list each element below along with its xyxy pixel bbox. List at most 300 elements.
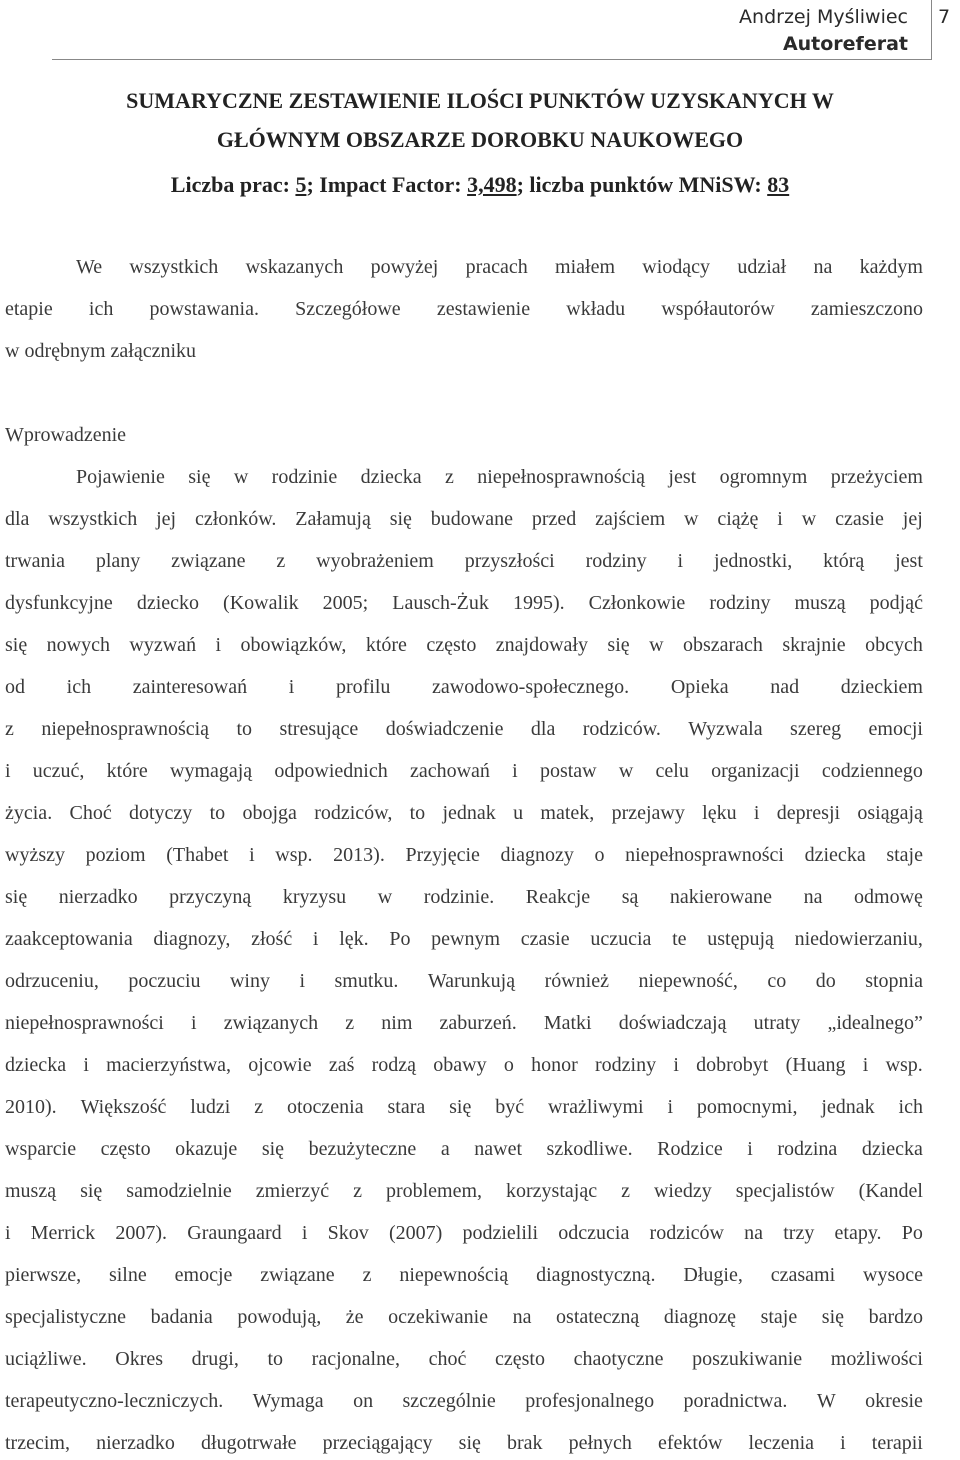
word: Matki [543, 1012, 592, 1034]
word: bardzo [868, 1306, 923, 1328]
word: rodzinie [271, 466, 338, 488]
word: pomocnymi, [696, 1096, 798, 1118]
word: Członkowie [588, 592, 686, 614]
word: się [188, 466, 211, 488]
word: Graungaard [187, 1222, 282, 1244]
word: dziecka [861, 1138, 923, 1160]
word: na [803, 886, 823, 908]
word: drugi, [191, 1348, 239, 1370]
word: dotyczy [129, 802, 193, 824]
word: podjąć [869, 592, 923, 614]
word: Choć [69, 802, 112, 824]
word: to [267, 1348, 284, 1370]
word: i [288, 676, 295, 698]
text-line: w odrębnym załączniku [5, 340, 197, 362]
word: członków. [194, 508, 277, 530]
word: wyzwań [129, 634, 197, 656]
word: współautorów [661, 298, 775, 320]
word: rodziców, [314, 802, 393, 824]
word: od [5, 676, 25, 698]
text-line [5, 841, 923, 869]
word: celu [655, 760, 689, 782]
word: złość [251, 928, 293, 950]
word: etapie [5, 298, 53, 320]
word: z [362, 1264, 372, 1286]
stats-label-pts: ; liczba punktów MNiSW: [516, 172, 768, 197]
word: szereg [790, 718, 842, 740]
word: zajściem [595, 508, 666, 530]
word: i [840, 1432, 846, 1454]
word: a [440, 1138, 450, 1160]
word: do [815, 970, 836, 992]
word: efektów [658, 1432, 723, 1454]
word: i [299, 970, 306, 992]
word: odczucia [558, 1222, 630, 1244]
word: długotrwałe [201, 1432, 297, 1454]
word: badania [150, 1306, 213, 1328]
word: „idealnego” [827, 1012, 923, 1034]
word: 2005; [322, 592, 369, 614]
word: profilu [335, 676, 391, 698]
word: o [594, 844, 605, 866]
word: staje [886, 844, 923, 866]
word: z [276, 550, 286, 572]
word: Załamują [295, 508, 371, 530]
word: nim [381, 1012, 413, 1034]
word: emocje [174, 1264, 233, 1286]
word: ciążę [717, 508, 759, 530]
word: i [667, 1096, 674, 1118]
word: zestawienie [436, 298, 531, 320]
word: i [249, 844, 255, 866]
word: dzieckiem [840, 676, 923, 698]
word: stresujące [279, 718, 359, 740]
word: dziecka [5, 1054, 67, 1076]
word: rodzina [777, 1138, 838, 1160]
word: często [494, 1348, 545, 1370]
word: czasie [835, 508, 884, 530]
stats-label-if: ; Impact Factor: [306, 172, 468, 197]
word: ogromnym [719, 466, 808, 488]
word: wskazanych [245, 256, 344, 278]
word: się [5, 886, 28, 908]
word: ludzi [190, 1096, 231, 1118]
word: wsparcie [5, 1138, 77, 1160]
word: powyżej [370, 256, 439, 278]
word: u [513, 802, 524, 824]
word: obszarach [682, 634, 763, 656]
word: nakierowane [669, 886, 773, 908]
summary-title-line-2: GŁÓWNYM OBSZARZE DOROBKU NAUKOWEGO [216, 127, 744, 152]
word: zachowań [409, 760, 490, 782]
word: i [312, 928, 319, 950]
word: bezużyteczne [308, 1138, 417, 1160]
word: uciążliwe. [5, 1348, 87, 1370]
word: Reakcje [525, 886, 591, 908]
word: i [512, 760, 518, 782]
word: na [744, 1222, 764, 1244]
word: poszukiwanie [692, 1348, 803, 1370]
word: problemem, [385, 1180, 483, 1202]
word: smutku. [334, 970, 399, 992]
word: obcych [865, 634, 923, 656]
word: racjonalne, [311, 1348, 400, 1370]
section-heading: Wprowadzenie [5, 424, 127, 446]
word: którą [823, 550, 865, 572]
word: wyższy [5, 844, 65, 866]
word: macierzyństwa, [106, 1054, 232, 1076]
word: wkładu [566, 298, 626, 320]
word: doświadczają [618, 1012, 727, 1034]
word: diagnostyczną. [536, 1264, 656, 1286]
word: uczucia [590, 928, 652, 950]
word: choć [428, 1348, 467, 1370]
word: zaakceptowania [5, 928, 133, 950]
word: to [409, 802, 426, 824]
word: i [5, 1222, 11, 1244]
word: uczuć, [32, 760, 85, 782]
word: wiodący [642, 256, 711, 278]
text-line [76, 463, 923, 491]
word: szczególnie [402, 1390, 496, 1412]
word: często [100, 1138, 151, 1160]
word: 2007). [115, 1222, 168, 1244]
word: skrajnie [782, 634, 846, 656]
word: przeciągający [322, 1432, 433, 1454]
word: osiągają [857, 802, 923, 824]
text-line [5, 1345, 923, 1373]
page-number-divider [931, 0, 932, 60]
word: poziom [85, 844, 146, 866]
word: Przyjęcie [405, 844, 480, 866]
word: We [76, 256, 103, 278]
word: terapii [871, 1432, 923, 1454]
word: Wymaga [252, 1390, 324, 1412]
word: się [607, 634, 630, 656]
header-doc-type: Autoreferat [782, 33, 908, 55]
text-line [5, 547, 923, 575]
word: z [353, 1180, 362, 1202]
word: które [365, 634, 407, 656]
word: z [621, 1180, 630, 1202]
text-line [5, 925, 923, 953]
word: możliwości [830, 1348, 923, 1370]
word: nierzadko [58, 886, 138, 908]
word: w [377, 886, 393, 908]
word: poradnictwa. [683, 1390, 788, 1412]
word: odrzuceniu, [5, 970, 99, 992]
word: ich [66, 676, 92, 698]
word: Okres [115, 1348, 164, 1370]
word: dziecka [804, 844, 866, 866]
word: i [677, 550, 684, 572]
word: zamieszczono [810, 298, 923, 320]
text-line [5, 799, 923, 827]
word: jednostki, [713, 550, 793, 572]
word: jest [895, 550, 923, 572]
word: Merrick [30, 1222, 96, 1244]
word: 2010). [5, 1096, 57, 1118]
word: się [80, 1180, 103, 1202]
word: zawodowo-społecznego. [432, 676, 630, 698]
text-line [5, 589, 923, 617]
word: muszą [794, 592, 846, 614]
word: na [813, 256, 833, 278]
word: zmierzyć [255, 1180, 330, 1202]
word: ostateczną [556, 1306, 640, 1328]
word: niepewność, [638, 970, 738, 992]
word: przyczyną [169, 886, 252, 908]
word: (Thabet [166, 844, 229, 866]
word: Większość [80, 1096, 167, 1118]
word: organizacji [711, 760, 800, 782]
word: obowiązków, [240, 634, 347, 656]
text-line [5, 1009, 923, 1037]
word: w [801, 508, 817, 530]
word: niepewnością [399, 1264, 509, 1286]
word: zainteresowań [132, 676, 248, 698]
word: (Huang [785, 1054, 846, 1076]
word: i [777, 508, 783, 530]
word: pracach [465, 256, 528, 278]
word: być [495, 1096, 525, 1118]
word: się [5, 634, 28, 656]
summary-stats [0, 172, 960, 198]
word: z [345, 1012, 355, 1034]
word: Rodzice [657, 1138, 723, 1160]
word: Wyzwala [688, 718, 763, 740]
word: również [544, 970, 609, 992]
word: czasie [520, 928, 570, 950]
word: postaw [539, 760, 597, 782]
word: i [301, 1222, 308, 1244]
word: związanych [223, 1012, 319, 1034]
word: znajdowały [495, 634, 588, 656]
word: Opieka [670, 676, 729, 698]
stats-label-works: Liczba prac: [170, 172, 296, 197]
word: pełnych [568, 1432, 632, 1454]
word: codziennego [821, 760, 923, 782]
word: leczenia [748, 1432, 815, 1454]
word: (Kowalik [223, 592, 299, 614]
word: brak [506, 1432, 543, 1454]
text-line [76, 253, 923, 281]
word: na [512, 1306, 532, 1328]
word: doświadczenie [385, 718, 504, 740]
word: Po [901, 1222, 923, 1244]
word: dobrobyt [696, 1054, 769, 1076]
word: okresie [865, 1390, 923, 1412]
word: się [261, 1138, 285, 1160]
word: powodują, [237, 1306, 322, 1328]
stats-pts-value: 83 [767, 172, 790, 197]
word: wysoce [863, 1264, 923, 1286]
word: muszą [5, 1180, 57, 1202]
word: chaotyczne [573, 1348, 664, 1370]
word: wymagają [170, 760, 253, 782]
word: emocji [868, 718, 923, 740]
word: wszystkich [129, 256, 219, 278]
word: ich [898, 1096, 923, 1118]
word: z [445, 466, 454, 488]
word: jej [156, 508, 177, 530]
word: nowych [46, 634, 110, 656]
header-divider [52, 59, 932, 60]
text-line [5, 1093, 923, 1121]
text-line [5, 883, 923, 911]
word: co [767, 970, 787, 992]
word: matek, [540, 802, 595, 824]
word: przyszłości [464, 550, 555, 572]
word: i [753, 802, 760, 824]
word: depresji [776, 802, 841, 824]
word: często [426, 634, 477, 656]
text-line [5, 1303, 923, 1331]
word: kryzysu [282, 886, 347, 908]
word: czasami [770, 1264, 836, 1286]
word: się [821, 1306, 845, 1328]
word: ustępują [707, 928, 774, 950]
word: nad [770, 676, 800, 698]
text-line [5, 1051, 923, 1079]
word: przed [531, 508, 577, 530]
page-number: 7 [938, 6, 951, 28]
word: przeżyciem [830, 466, 923, 488]
word: (Kandel [858, 1180, 923, 1202]
word: nierzadko [96, 1432, 175, 1454]
word: niepełnosprawnością [41, 718, 210, 740]
word: związane [260, 1264, 335, 1286]
word: Po [389, 928, 411, 950]
word: rodziny [594, 1054, 657, 1076]
word: utraty [753, 1012, 801, 1034]
header-author: Andrzej Myśliwiec [739, 6, 908, 28]
text-line [5, 295, 923, 323]
word: jednak [821, 1096, 875, 1118]
word: specjalistyczne [5, 1306, 127, 1328]
word: 1995). [512, 592, 565, 614]
word: staje [760, 1306, 798, 1328]
word: w [684, 508, 699, 530]
word: rodziny [709, 592, 771, 614]
word: specjalistów [735, 1180, 835, 1202]
word: lęku [702, 802, 737, 824]
word: i [5, 760, 11, 782]
word: trzecim, [5, 1432, 70, 1454]
word: dziecka [360, 466, 422, 488]
text-line [5, 715, 923, 743]
word: związane [171, 550, 246, 572]
word: dla [5, 508, 30, 530]
word: i [862, 1054, 869, 1076]
word: odmowę [854, 886, 923, 908]
word: trzy [783, 1222, 815, 1244]
word: stara [387, 1096, 426, 1118]
word: pierwsze, [5, 1264, 82, 1286]
word: oczekiwanie [388, 1306, 489, 1328]
word: wiedzy [653, 1180, 712, 1202]
word: to [236, 718, 253, 740]
word: szkodliwe. [546, 1138, 633, 1160]
word: dla [530, 718, 556, 740]
word: udział [737, 256, 787, 278]
word: zaś [328, 1054, 355, 1076]
word: niepełnosprawności [625, 844, 784, 866]
word: zaburzeń. [439, 1012, 517, 1034]
word: się [449, 1096, 472, 1118]
word: 2013). [333, 844, 385, 866]
word: ojcowie [248, 1054, 312, 1076]
word: są [621, 886, 639, 908]
word: on [353, 1390, 374, 1412]
word: to [209, 802, 226, 824]
word: Lausch-Żuk [392, 592, 489, 614]
word: winy [229, 970, 270, 992]
word: stopnia [865, 970, 923, 992]
word: otoczenia [286, 1096, 364, 1118]
word: budowane [430, 508, 513, 530]
word: rodziców [649, 1222, 724, 1244]
word: wszystkich [48, 508, 138, 530]
word: rodzinie. [423, 886, 495, 908]
word: i [673, 1054, 679, 1076]
word: o [503, 1054, 514, 1076]
text-line [5, 1429, 923, 1457]
word: W [816, 1390, 836, 1412]
word: terapeutyczno-leczniczych. [5, 1390, 224, 1412]
word: niepełnosprawności [5, 1012, 164, 1034]
word: wsp. [885, 1054, 923, 1076]
word: (2007) [388, 1222, 443, 1244]
word: diagnozy [500, 844, 574, 866]
word: Skov [327, 1222, 369, 1244]
word: trwania [5, 550, 65, 572]
word: i [747, 1138, 753, 1160]
running-header [739, 4, 908, 58]
word: Szczegółowe [295, 298, 401, 320]
word: Warunkują [427, 970, 516, 992]
word: w [233, 466, 249, 488]
text-line [5, 1261, 923, 1289]
stats-works-value: 5 [295, 172, 307, 197]
word: niepełnosprawnością [477, 466, 646, 488]
word: jest [668, 466, 697, 488]
word: lęk. [339, 928, 369, 950]
word: ich [88, 298, 114, 320]
word: i [215, 634, 222, 656]
text-line [5, 505, 923, 533]
word: miałem [555, 256, 616, 278]
word: rodziny [585, 550, 647, 572]
word: powstawania. [149, 298, 259, 320]
word: że [345, 1306, 364, 1328]
word: poczuciu [128, 970, 201, 992]
word: obojga [242, 802, 297, 824]
word: się [458, 1432, 481, 1454]
word: rodziców. [582, 718, 661, 740]
word: z [254, 1096, 264, 1118]
word: wyobrażeniem [316, 550, 434, 572]
word: pewnym [431, 928, 501, 950]
word: diagnozy, [153, 928, 231, 950]
word: profesjonalnego [525, 1390, 655, 1412]
word: jej [902, 508, 923, 530]
word: jednak [442, 802, 496, 824]
text-line [5, 1177, 923, 1205]
word: się [389, 508, 412, 530]
text-line [5, 757, 923, 785]
word: etapy. [834, 1222, 882, 1244]
